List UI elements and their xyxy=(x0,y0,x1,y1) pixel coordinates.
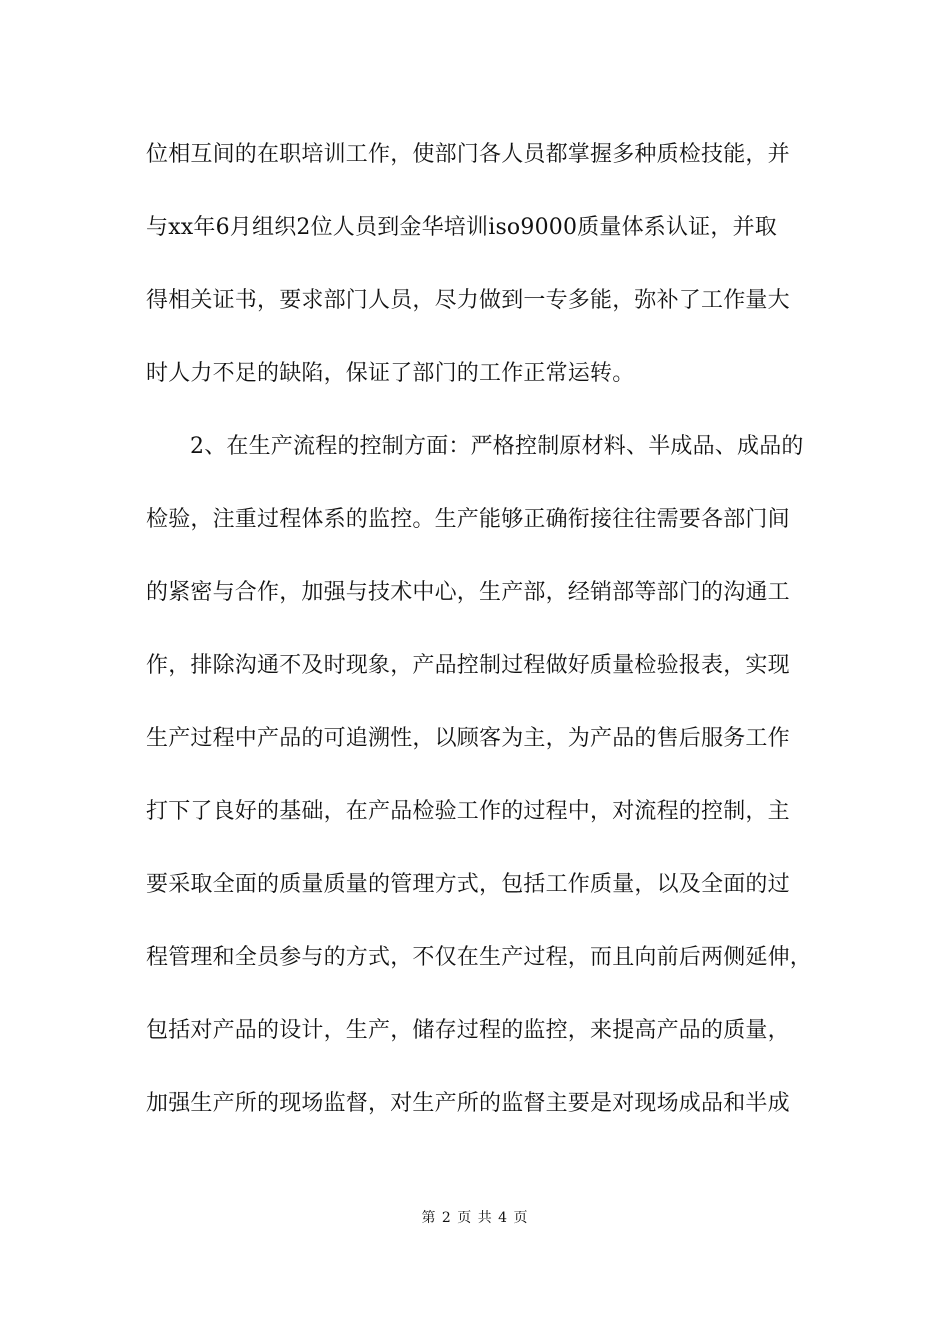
text-line: 与xx年6月组织2位人员到金华培训iso9000质量体系认证，并取 xyxy=(146,215,777,240)
text-line: 程管理和全员参与的方式，不仅在生产过程，而且向前后两侧延伸， xyxy=(146,945,813,970)
text-line: 加强生产所的现场监督，对生产所的监督主要是对现场成品和半成 xyxy=(146,1091,790,1116)
text-line: 打下了良好的基础，在产品检验工作的过程中，对流程的控制，主 xyxy=(146,799,790,824)
text-line: 的紧密与合作，加强与技术中心，生产部，经销部等部门的沟通工 xyxy=(146,580,790,605)
paragraph-start-line: 2、在生产流程的控制方面：严格控制原材料、半成品、成品的 xyxy=(190,434,804,459)
text-line: 位相互间的在职培训工作，使部门各人员都掌握多种质检技能，并 xyxy=(146,142,790,167)
text-line: 作，排除沟通不及时现象，产品控制过程做好质量检验报表，实现 xyxy=(146,653,790,678)
text-line: 时人力不足的缺陷，保证了部门的工作正常运转。 xyxy=(146,361,635,386)
page-number-footer: 第 2 页 共 4 页 xyxy=(421,1210,529,1226)
text-line: 生产过程中产品的可追溯性，以顾客为主，为产品的售后服务工作 xyxy=(146,726,790,751)
text-line: 要采取全面的质量质量的管理方式，包括工作质量，以及全面的过 xyxy=(146,872,790,897)
text-line: 得相关证书，要求部门人员，尽力做到一专多能，弥补了工作量大 xyxy=(146,288,790,313)
text-line: 包括对产品的设计，生产，储存过程的监控，来提高产品的质量， xyxy=(146,1018,790,1043)
text-line: 检验，注重过程体系的监控。生产能够正确衔接往往需要各部门间 xyxy=(146,507,790,532)
